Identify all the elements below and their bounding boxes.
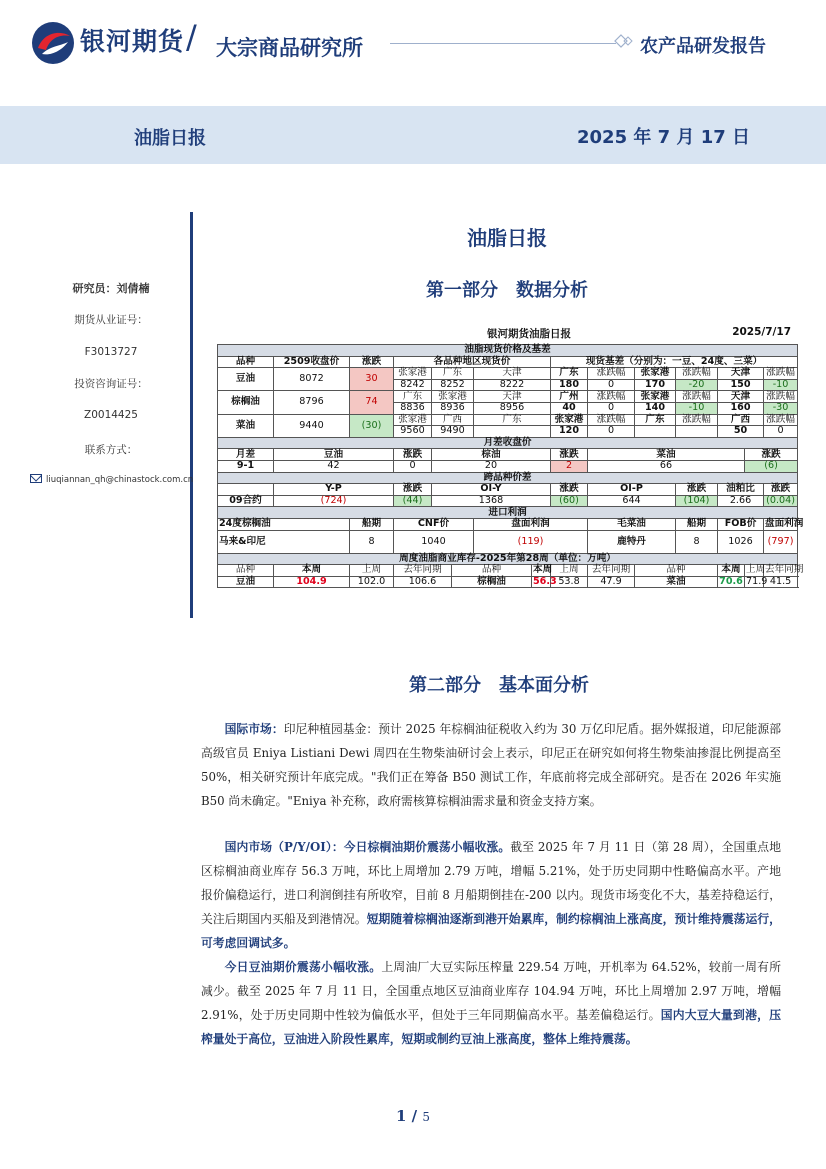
consult-label: 投资咨询证号： <box>74 378 148 390</box>
palm-basis-chg: 0 <box>588 402 635 414</box>
page-current: 1 <box>395 1107 407 1125</box>
soy-basis-chg-label: 涨跌幅 <box>764 368 798 380</box>
cross-head <box>218 484 274 496</box>
institute-name: 大宗商品研究所 <box>216 36 363 60</box>
spread-head: 棕油 <box>432 449 551 461</box>
palm-basis: 140 <box>635 402 676 414</box>
stock-head: 本周 <box>533 564 553 576</box>
palm-region: 天津 <box>474 391 551 403</box>
import-head: 毛菜油 <box>588 518 676 530</box>
rapeseed-region: 广东 <box>474 414 551 426</box>
import-section-header: 进口利润 <box>218 507 798 519</box>
table-row <box>218 472 798 484</box>
soy-basis-chg: -20 <box>676 379 718 391</box>
palm-basis-loc: 天津 <box>718 391 764 403</box>
palm-price: 8956 <box>474 402 551 414</box>
table-row <box>218 553 798 565</box>
table-row <box>218 565 798 577</box>
oil-data-table <box>217 344 804 588</box>
palm-region: 广东 <box>394 391 432 403</box>
palm-basis: 40 <box>551 402 588 414</box>
cross-head: 涨跌 <box>764 484 798 496</box>
rapeseed-basis-chg: 0 <box>588 426 635 438</box>
soy-name: 豆油 <box>218 368 274 391</box>
palm-price: 8836 <box>394 402 432 414</box>
spread-cell: 20 <box>432 460 551 472</box>
stock-cell: 豆油 <box>218 576 274 588</box>
cross-cell: (104) <box>676 495 718 507</box>
soy-basis-chg: -10 <box>764 379 798 391</box>
table-row <box>218 368 798 380</box>
spread-head: 豆油 <box>274 449 394 461</box>
stock-cell: 47.9 <box>588 576 635 588</box>
table-row <box>218 530 798 553</box>
import-head: CNF价 <box>394 518 474 530</box>
rapeseed-name: 菜油 <box>218 414 274 437</box>
stock-head: 品种 <box>635 565 718 577</box>
cross-cell: 1368 <box>432 495 551 507</box>
stock-cell: 41.5 <box>764 576 798 588</box>
stock-cell: 70.6 <box>719 575 743 587</box>
palm-chg: 74 <box>350 391 394 414</box>
stock-head: 上周 <box>350 565 394 577</box>
contact-label: 联系方式： <box>84 444 138 456</box>
cross-head: 油粕比 <box>718 484 764 496</box>
import-head: 船期 <box>676 518 718 530</box>
rapeseed-basis-chg-label: 涨跌幅 <box>588 414 635 426</box>
international-market-paragraph <box>201 717 781 813</box>
soy-region: 张家港 <box>394 368 432 380</box>
import-cell: 1026 <box>718 530 764 553</box>
stock-cell: 106.6 <box>394 576 452 588</box>
rapeseed-price: 9490 <box>432 426 474 438</box>
spread-section-header: 月差收盘价 <box>218 437 798 449</box>
cross-head: Y-P <box>274 484 394 496</box>
head-regional: 各品种地区现货价 <box>394 356 551 368</box>
soy-basis-loc: 天津 <box>718 368 764 380</box>
cross-cell: (0.04) <box>764 495 798 507</box>
rapeseed-basis-loc: 广西 <box>718 414 764 426</box>
stock-cell: 56.3 <box>533 575 557 587</box>
stock-head: 上周 <box>551 565 588 577</box>
stock-cell: 棕榈油 <box>452 576 532 588</box>
header-rule <box>390 43 616 44</box>
cross-head: 涨跌 <box>551 484 588 496</box>
stock-cell: 71.9 <box>746 575 768 587</box>
table-row <box>218 391 798 403</box>
rapeseed-basis-chg-label: 涨跌幅 <box>764 414 798 426</box>
import-head: 船期 <box>350 518 394 530</box>
spread-cell: 9-1 <box>218 460 274 472</box>
soy-basis: 150 <box>718 379 764 391</box>
table-row <box>218 356 798 368</box>
table-caption-title: 银河期货油脂日报 <box>487 328 571 340</box>
cross-section-header: 跨品种价差 <box>218 472 798 484</box>
stock-head: 去年同期 <box>765 564 804 576</box>
rapeseed-basis-loc: 广东 <box>635 414 676 426</box>
palm-basis-chg-label: 涨跌幅 <box>676 391 718 403</box>
stock-cell: 53.8 <box>551 576 588 588</box>
soy-basis-chg-label: 涨跌幅 <box>588 368 635 380</box>
paragraph-text: 上周油厂大豆实际压榨量 229.54 万吨，开机率为 64.52%，较前一周有所减少。截至 2025 年 7 月 11 日，全国重点地区豆油商业库存 104.94 万吨，环比上周增加 2.97 万吨，增幅 2.91%，处于历史同期中性较为偏低水平，但处于三年同期偏高水平。基差偏稳运行。 <box>201 960 781 1022</box>
stock-section-header: 周度油脂商业库存-2025年第28周（单位：万吨） <box>218 553 798 565</box>
researcher-name: 研究员：刘倩楠 <box>72 282 150 295</box>
rapeseed-chg: (30) <box>350 414 394 437</box>
import-cell: 8 <box>350 530 394 553</box>
paragraph-lead: 今日豆油期价震荡小幅收涨。 <box>224 960 382 974</box>
head-close: 2509收盘价 <box>274 356 350 368</box>
palm-basis-chg: -30 <box>764 402 798 414</box>
table-row <box>218 414 798 426</box>
table-row <box>218 345 798 357</box>
soy-chg: 30 <box>350 368 394 391</box>
palm-basis-chg-label: 涨跌幅 <box>588 391 635 403</box>
import-head: 盘面利润 <box>765 518 804 530</box>
page-number: 1 / 5 <box>395 1107 430 1125</box>
email-link[interactable]: liuqiannan_qh@chinastock.com.cn <box>46 475 194 485</box>
import-head: FOB价 <box>718 518 764 530</box>
table-caption-date: 2025/7/17 <box>732 326 791 338</box>
paragraph-conclusion: 国内大豆大量到港，压榨量处于高位，豆油进入阶段性累库，短期或制约豆油上涨高度，整体上维持震荡。 <box>201 1008 781 1046</box>
spread-head: 涨跌 <box>394 449 432 461</box>
rapeseed-basis: 50 <box>718 426 764 438</box>
palm-region: 张家港 <box>432 391 474 403</box>
rapeseed-region: 广西 <box>432 414 474 426</box>
paragraph-lead: 国际市场： <box>224 722 284 736</box>
soy-region: 广东 <box>432 368 474 380</box>
import-cell: (797) <box>764 530 798 553</box>
galaxy-logo-icon <box>30 20 76 66</box>
spread-cell: 2 <box>551 460 588 472</box>
cross-head: OI-Y <box>432 484 551 496</box>
soy-basis-chg: 0 <box>588 379 635 391</box>
stock-head: 本周 <box>274 565 350 577</box>
rapeseed-region: 张家港 <box>394 414 432 426</box>
rapeseed-basis-loc: 张家港 <box>551 414 588 426</box>
spread-head: 菜油 <box>588 449 745 461</box>
paragraph-text: 截至 2025 年 7 月 11 日（第 28 周），全国重点地区棕榈油商业库存 56.3 万吨，环比上周增加 2.79 万吨，增幅 5.21%，处于历史同期中性略偏高水平。产地报价偏稳运行，进口利润倒挂有所收窄，目前 8 月船期倒挂在-200 以内。现货市场变化不大，基差持稳运行，关注后期国内买船及到港情况。 <box>201 840 781 926</box>
table-row <box>218 507 798 519</box>
import-head: 盘面利润 <box>474 518 588 530</box>
soy-close: 8072 <box>274 368 350 391</box>
spread-head: 涨跌 <box>745 449 798 461</box>
soy-basis: 180 <box>551 379 588 391</box>
stock-cell: 102.0 <box>350 576 394 588</box>
cross-head: OI-P <box>588 484 676 496</box>
cross-cell: (724) <box>274 495 394 507</box>
rapeseed-basis <box>635 426 676 438</box>
domestic-market-paragraph <box>201 835 781 955</box>
head-basis: 现货基差（分别为：一豆、24度、三菜） <box>551 356 798 368</box>
table-row <box>218 576 798 588</box>
table-caption <box>217 326 797 342</box>
consult-number: Z0014425 <box>84 409 138 421</box>
import-cell: 1040 <box>394 530 474 553</box>
cross-cell: 2.66 <box>718 495 764 507</box>
banner-title: 油脂日报 <box>134 128 206 149</box>
report-type: 农产品研发报告 <box>640 36 766 57</box>
table-row <box>218 495 798 507</box>
rapeseed-basis-chg <box>676 426 718 438</box>
soy-basis-chg-label: 涨跌幅 <box>676 368 718 380</box>
spread-head: 涨跌 <box>551 449 588 461</box>
part1-heading: 第一部分 数据分析 <box>426 280 588 301</box>
cert-label: 期货从业证号： <box>74 314 148 326</box>
table-row <box>218 449 798 461</box>
cross-head: 涨跌 <box>676 484 718 496</box>
stock-cell: 菜油 <box>635 576 718 588</box>
import-cell: 8 <box>676 530 718 553</box>
import-cell: 鹿特丹 <box>588 530 676 553</box>
spread-cell: (6) <box>745 460 798 472</box>
stock-cell: 104.9 <box>274 576 350 588</box>
brand-name: 银河期货 <box>80 27 185 56</box>
cross-cell: 644 <box>588 495 676 507</box>
part2-heading: 第二部分 基本面分析 <box>409 675 589 696</box>
stock-head: 品种 <box>218 565 274 577</box>
rapeseed-basis: 120 <box>551 426 588 438</box>
soy-basis-loc: 张家港 <box>635 368 676 380</box>
import-cell: (119) <box>474 530 588 553</box>
banner-date: 2025 年 7 月 17 日 <box>577 127 751 148</box>
head-chg: 涨跌 <box>350 356 394 368</box>
palm-basis-chg-label: 涨跌幅 <box>764 391 798 403</box>
email-row <box>30 474 193 485</box>
rapeseed-price <box>474 426 551 438</box>
palm-price: 8936 <box>432 402 474 414</box>
header-divider: / <box>186 18 197 56</box>
stock-head: 去年同期 <box>588 565 635 577</box>
rapeseed-basis-chg-label: 涨跌幅 <box>676 414 718 426</box>
paragraph-text: 印尼种植园基金：预计 2025 年棕榈油征税收入约为 30 万亿印尼盾。据外媒报道，印尼能源部高级官员 Eniya Listiani Dewi 周四在生物柴油研讨会上表示，印尼正在研究如何将生物柴油掺混比例提高至 50%，相关研究预计年底完成。"我们正在筹备 B50 测试工作，年底前将完成全部研究。是否在 2026 年实施 B50 尚未确定。"Eniya 补充称，政府需核算棕榈油需求量和资金支持方案。 <box>201 722 781 808</box>
cross-head: 涨跌 <box>394 484 432 496</box>
rapeseed-close: 9440 <box>274 414 350 437</box>
table-row <box>218 437 798 449</box>
cross-cell: (60) <box>551 495 588 507</box>
table-row <box>218 518 798 530</box>
page-total: 5 <box>422 1110 430 1124</box>
spread-cell: 42 <box>274 460 394 472</box>
soy-price: 8222 <box>474 379 551 391</box>
spot-section-header: 油脂现货价格及基差 <box>218 345 798 357</box>
stock-head: 品种 <box>452 565 532 577</box>
soy-region: 天津 <box>474 368 551 380</box>
paragraph-conclusion: 短期随着棕榈油逐渐到港开始累库，制约棕榈油上涨高度，预计维持震荡运行，可考虑回调试多。 <box>201 912 781 950</box>
cross-cell: (44) <box>394 495 432 507</box>
soy-price: 8252 <box>432 379 474 391</box>
import-head: 24度棕榈油 <box>218 518 350 530</box>
stock-head: 本周 <box>718 565 745 577</box>
spread-cell: 0 <box>394 460 432 472</box>
palm-close: 8796 <box>274 391 350 414</box>
soy-price: 8242 <box>394 379 432 391</box>
palm-basis-loc: 广州 <box>551 391 588 403</box>
import-cell: 马来&印尼 <box>218 530 350 553</box>
head-variety: 品种 <box>218 356 274 368</box>
spread-head: 月差 <box>218 449 274 461</box>
palm-basis-loc: 张家港 <box>635 391 676 403</box>
stock-head: 去年同期 <box>394 565 452 577</box>
table-row <box>218 484 798 496</box>
cross-cell: 09合约 <box>218 495 274 507</box>
palm-basis-chg: -10 <box>676 402 718 414</box>
paragraph-lead: 国内市场（P/Y/OI）：今日棕榈油期价震荡小幅收涨。 <box>224 840 511 854</box>
palm-name: 棕榈油 <box>218 391 274 414</box>
rapeseed-price: 9560 <box>394 426 432 438</box>
cert-number: F3013727 <box>84 346 138 358</box>
stock-head: 上周 <box>746 564 766 576</box>
palm-basis: 160 <box>718 402 764 414</box>
diamond-deco-icon <box>615 34 635 48</box>
spread-cell: 66 <box>588 460 745 472</box>
document-title: 油脂日报 <box>467 226 547 250</box>
table-row <box>218 460 798 472</box>
soy-basis: 170 <box>635 379 676 391</box>
soyoil-paragraph <box>201 955 781 1051</box>
mail-icon <box>30 474 42 483</box>
rapeseed-basis-chg: 0 <box>764 426 798 438</box>
soy-basis-loc: 广东 <box>551 368 588 380</box>
